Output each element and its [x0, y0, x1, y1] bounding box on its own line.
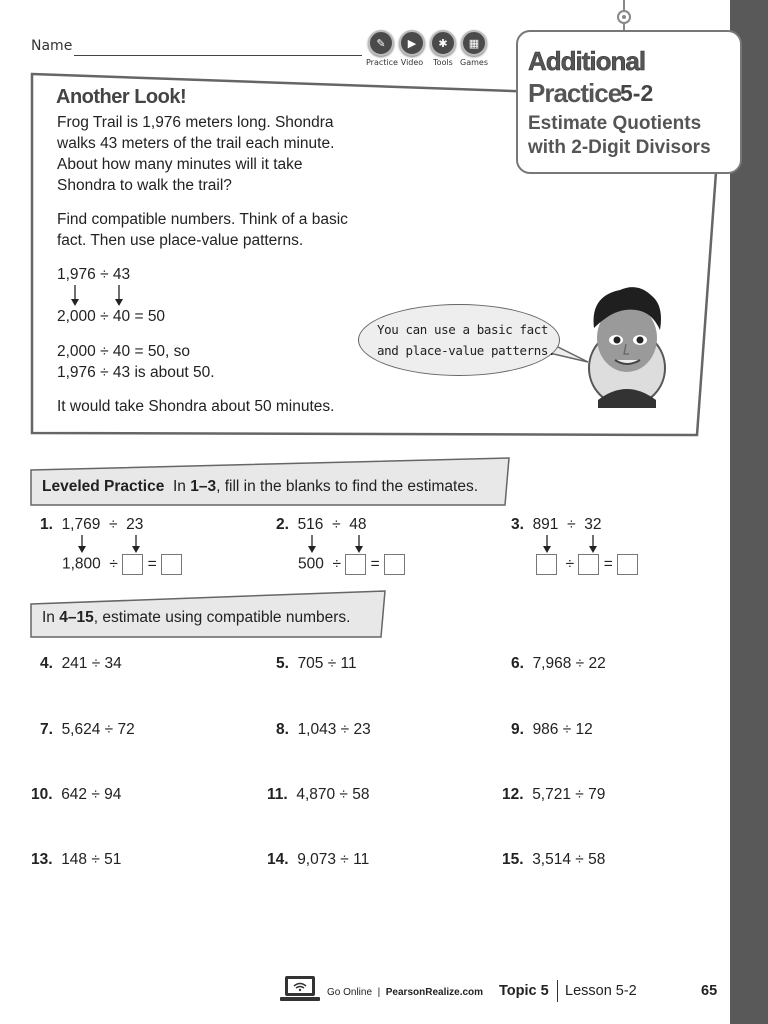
problem-number: 14. — [267, 851, 289, 868]
problem-number: 7. — [40, 721, 53, 738]
problem-number: 8. — [276, 721, 289, 738]
problem-2-quotient-blank[interactable] — [384, 554, 405, 575]
leveled-text-post: , fill in the blanks to find the estimates. — [216, 478, 479, 495]
problem-4 — [40, 655, 122, 673]
arrows-icon — [60, 285, 140, 307]
problem-expression: 9,073 ÷ 11 — [297, 851, 370, 868]
character-illustration — [580, 282, 672, 410]
title-additional: Additional — [528, 46, 646, 76]
problem-line-3: About how many minutes will it take — [57, 156, 303, 173]
leveled-practice-label: Leveled Practice — [42, 478, 165, 495]
problem-2-divisor-blank[interactable] — [345, 554, 366, 575]
footer-separator: | — [377, 987, 381, 998]
divide-sign: ÷ — [108, 516, 118, 533]
problem-14 — [267, 851, 369, 869]
problem-10 — [31, 786, 121, 804]
controller-icon: ▦ — [461, 30, 487, 56]
divide-sign: ÷ — [567, 516, 576, 533]
problem-11 — [267, 786, 369, 804]
divide-sign: ÷ — [332, 555, 342, 573]
subtitle-line-1: Estimate Quotients — [528, 113, 702, 134]
problem-15 — [502, 851, 605, 869]
problem-expression: 642 ÷ 94 — [61, 786, 122, 803]
bubble-line-2: and place-value patterns. — [377, 343, 556, 358]
problem-1-given: 1,800 — [62, 555, 101, 573]
arrows-icon — [538, 535, 608, 555]
leveled-text-pre: In — [172, 478, 191, 495]
problem-3 — [511, 516, 601, 534]
nav-tools-label: Tools — [433, 58, 453, 67]
problem-number: 11. — [267, 786, 288, 803]
problem-number: 5. — [276, 655, 289, 672]
problem-8 — [276, 721, 371, 739]
play-icon: ▶ — [399, 30, 425, 56]
problem-expression: 5,721 ÷ 79 — [532, 786, 606, 803]
problem-3-number: 3. — [511, 516, 524, 533]
topic-text: Topic 5 — [499, 983, 549, 999]
problem-1-divisor: 23 — [126, 516, 144, 533]
leveled-range: 1–3 — [190, 478, 217, 495]
go-online-label: Go Online — [327, 987, 373, 998]
problem-expression: 148 ÷ 51 — [61, 851, 122, 868]
another-look-title: Another Look! — [56, 86, 187, 108]
wrench-icon: ✱ — [430, 30, 456, 56]
problem-number: 15. — [502, 851, 524, 868]
nav-practice-label: Practice — [366, 58, 398, 67]
conclusion-line-1: 2,000 ÷ 40 = 50, so — [57, 343, 191, 360]
problem-3-divisor-blank[interactable] — [578, 554, 599, 575]
go-online — [327, 987, 483, 998]
divide-sign: ÷ — [332, 516, 341, 533]
problem-expression: 7,968 ÷ 22 — [532, 655, 606, 672]
estimate-range: 4–15 — [59, 609, 94, 626]
problem-1-quotient-blank[interactable] — [161, 554, 182, 575]
estimate-text-pre: In — [42, 609, 60, 626]
problem-3-estimate — [536, 554, 638, 575]
problem-2-number: 2. — [276, 516, 289, 533]
nav-video-label: Video — [400, 58, 424, 67]
lesson-subtitle — [528, 112, 711, 160]
problem-9 — [511, 721, 593, 739]
footer-divider — [557, 980, 558, 1002]
problem-expression: 986 ÷ 12 — [532, 721, 593, 738]
problem-number: 9. — [511, 721, 524, 738]
problem-line-4: Shondra to walk the trail? — [57, 177, 232, 194]
problem-3-divisor: 32 — [584, 516, 602, 533]
problem-3-dividend: 891 — [532, 516, 559, 533]
equals-sign: = — [603, 555, 613, 573]
problem-expression: 4,870 ÷ 58 — [296, 786, 370, 803]
problem-2 — [276, 516, 366, 534]
title-number: 5-2 — [620, 80, 654, 106]
problem-3-quotient-blank[interactable] — [617, 554, 638, 575]
pencil-icon: ✎ — [368, 30, 394, 56]
problem-expression: 3,514 ÷ 58 — [532, 851, 606, 868]
estimate-text-post: , estimate using compatible numbers. — [93, 609, 351, 626]
problem-line-2: walks 43 meters of the trail each minute. — [57, 135, 335, 152]
problem-7 — [40, 721, 135, 739]
problem-number: 13. — [31, 851, 53, 868]
problem-2-dividend: 516 — [297, 516, 324, 533]
problem-expression: 1,043 ÷ 23 — [297, 721, 371, 738]
laptop-icon — [279, 974, 321, 1004]
title-practice: Practice — [528, 78, 622, 108]
conclusion-text — [57, 341, 215, 383]
divide-sign: ÷ — [109, 555, 118, 573]
problem-2-divisor: 48 — [349, 516, 367, 533]
estimate-instructions — [42, 609, 350, 627]
problem-12 — [502, 786, 605, 804]
problem-number: 10. — [31, 786, 53, 803]
problem-expression: 241 ÷ 34 — [61, 655, 122, 672]
problem-number: 4. — [40, 655, 53, 672]
problem-text — [57, 112, 334, 196]
equals-sign: = — [147, 555, 157, 573]
topic-label — [499, 983, 549, 999]
problem-number: 6. — [511, 655, 524, 672]
instructions-text — [57, 209, 348, 251]
problem-3-dividend-blank[interactable] — [536, 554, 557, 575]
problem-1-estimate — [62, 554, 182, 575]
subtitle-line-2: with 2-Digit Divisors — [528, 137, 711, 158]
problem-expression: 5,624 ÷ 72 — [61, 721, 135, 738]
problem-2-estimate — [298, 554, 405, 575]
problem-1-divisor-blank[interactable] — [122, 554, 143, 575]
arrows-icon — [304, 535, 374, 555]
problem-number: 12. — [502, 786, 524, 803]
problem-1-dividend: 1,769 — [61, 516, 101, 533]
compatible-expression: 2,000 ÷ 40 = 50 — [57, 308, 166, 325]
arrows-icon — [74, 535, 144, 555]
original-expression: 1,976 ÷ 43 — [57, 266, 131, 283]
problem-13 — [31, 851, 121, 869]
problem-1 — [40, 516, 143, 534]
lesson-label: Lesson 5-2 — [565, 983, 637, 999]
problem-1-number: 1. — [40, 516, 53, 533]
speech-bubble-text — [377, 319, 555, 361]
equals-sign: = — [370, 555, 380, 573]
instructions-line-2: fact. Then use place-value patterns. — [57, 232, 304, 249]
name-label: Name — [31, 38, 73, 54]
answer-text: It would take Shondra about 50 minutes. — [57, 398, 335, 415]
bubble-line-1: You can use a basic fact — [377, 322, 549, 337]
problem-expression: 705 ÷ 11 — [297, 655, 357, 672]
page-number: 65 — [701, 983, 718, 999]
problem-5 — [276, 655, 357, 673]
problem-2-given: 500 — [298, 555, 324, 573]
problem-6 — [511, 655, 606, 673]
conclusion-line-2: 1,976 ÷ 43 is about 50. — [57, 364, 215, 381]
problem-line-1: Frog Trail is 1,976 meters long. Shondra — [57, 114, 334, 131]
divide-sign: ÷ — [565, 555, 575, 573]
leveled-practice-instructions — [42, 478, 478, 496]
site-link[interactable]: PearsonRealize.com — [385, 987, 484, 998]
nav-games-label: Games — [460, 58, 488, 67]
instructions-line-1: Find compatible numbers. Think of a basic — [57, 211, 348, 228]
